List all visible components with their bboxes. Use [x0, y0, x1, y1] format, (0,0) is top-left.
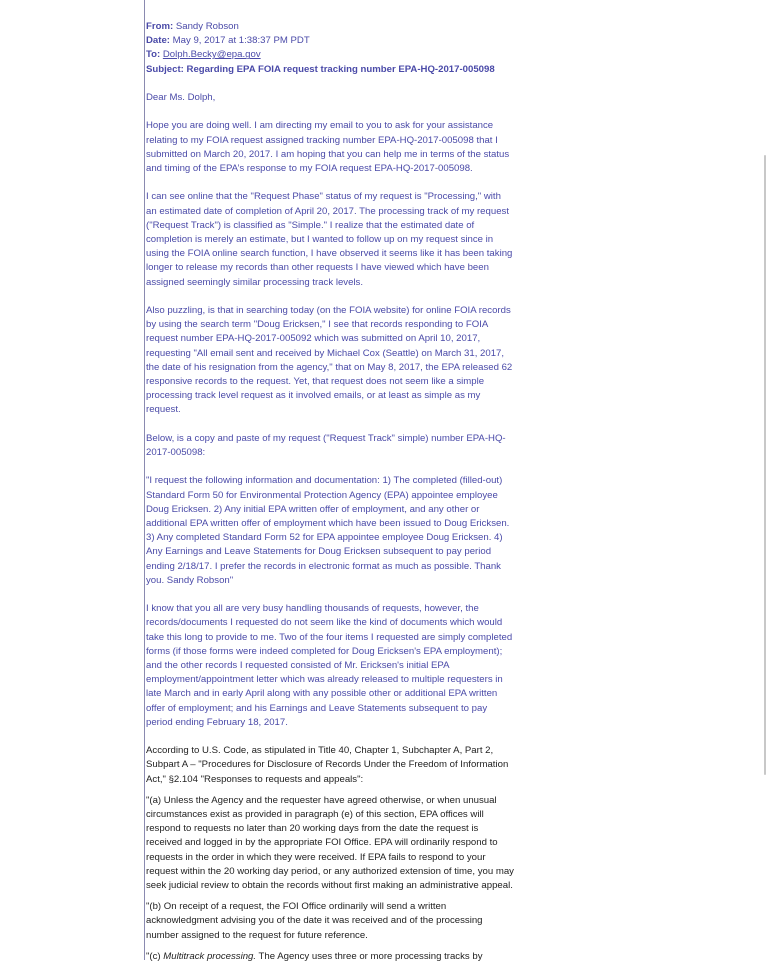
- to-email-link[interactable]: Dolph.Becky@epa.gov: [162, 49, 261, 61]
- from-line: [146, 20, 514, 34]
- paragraph-6: I know that you all are very busy handling thousands of requests, however, the records/documents I requested do not seem like the kind of documents which would take this long to provide to me. Two of the four items I requested are simply completed forms (if those forms were indeed completed for Doug Ericksen's EPA employment); and the other records I requested consisted of Mr. Ericksen's initial EPA employment/appointment letter which was already released to multiple requesters in late March and in early April along with any possible other or additional EPA written offer of employment; and his Earnings and Leave Statements subsequent to pay period ending February 18, 2017.: [146, 603, 513, 728]
- paragraph-2: I can see online that the "Request Phase" status of my request is "Processing," with an estimated date of completion of April 20, 2017. The processing track of my request ("Request Track") is classified as "Simple." I realize that the estimated date of completion is merely an estimate, but I wanted to follow up on my request since in using the FOIA online search function, I have observed it seems like it has been taking longer to release my records than other requests I have viewed which have been assigned seemingly similar processing track levels.: [146, 191, 513, 288]
- code-c-prefix: "(c): [146, 950, 164, 962]
- code-intro: According to U.S. Code, as stipulated in Title 40, Chapter 1, Subchapter A, Part 2, Subpart A – "Procedures for Disclosure of Records Under the Freedom of Information Act," §2.104 "Responses to requests and appeals":: [146, 745, 509, 785]
- paragraph-3: Also puzzling, is that in searching today (on the FOIA website) for online FOIA records by using the search term "Doug Ericksen," I see that records responding to FOIA request number EPA-HQ-2017-005092 which was submitted on April 10, 2017, requesting "All email sent and received by Michael Cox (Seattle) on March 31, 2017, the date of his resignation from the agency," that on May 8, 2017, the EPA released 62 responsive records to the request. Yet, that request does not seem like a simple processing track level request as it involved emails, or at least as simple as my request.: [146, 305, 513, 416]
- code-c-rest: The Agency uses three or more processing tracks by: [256, 950, 483, 962]
- paragraph-5-request-quote: "I request the following information and documentation: 1) The completed (filled-out) Standard Form 50 for Environmental Protection Agency (EPA) appointee employee Doug Ericksen. 2) Any initial EPA written offer of employment, and any other or additional EPA written offer of employment which have been issued to Doug Ericksen. 3) Any completed Standard Form 52 for EPA appointee employee Doug Ericksen. 4) Any Earnings and Leave Statements for Doug Ericksen subsequent to pay period ending 2/18/17. I prefer the records in electronic format as much as possible. Thank you. Sandy Robson": [146, 475, 510, 586]
- from-label: From:: [146, 21, 174, 32]
- to-label: To:: [146, 49, 161, 61]
- from-value: Sandy Robson: [175, 21, 239, 32]
- email-document: [146, 20, 514, 971]
- greeting: Dear Ms. Dolph,: [146, 92, 216, 103]
- code-paragraph-a: "(a) Unless the Agency and the requester have agreed otherwise, or when unusual circumstances exist as provided in paragraph (e) of this section, EPA offices will respond to requests no later than 20 working days from the date the request is received and logged in by the appropriate FOI Office. EPA will ordinarily respond to requests in the order in which they were received. If EPA fails to respond to your request within the 20 working day period, or any authorized extension of time, you may seek judicial review to obtain the records without first making an administrative appeal.: [146, 794, 514, 892]
- code-paragraph-b: "(b) On receipt of a request, the FOI Office ordinarily will send a written acknowledgment advising you of the date it was received and of the processing number assigned to the request for future reference.: [146, 901, 483, 941]
- date-line: [146, 34, 514, 48]
- date-label: Date:: [146, 35, 170, 47]
- scrollbar[interactable]: [764, 155, 766, 775]
- paragraph-4: Below, is a copy and paste of my request ("Request Track" simple) number EPA-HQ-2017-005098:: [146, 432, 506, 459]
- code-paragraph-c: [146, 950, 514, 964]
- to-line: [146, 48, 514, 62]
- subject-label: Subject:: [146, 63, 184, 75]
- date-value: May 9, 2017 at 1:38:37 PM PDT: [172, 35, 310, 47]
- quote-bar: [144, 0, 145, 960]
- subject-line: [146, 63, 514, 77]
- paragraph-1: Hope you are doing well. I am directing my email to you to ask for your assistance relating to my FOIA request assigned tracking number EPA-HQ-2017-005098 that I submitted on March 20, 2017. I am hoping that you can help me in terms of the status and timing of the EPA’s response to my FOIA request EPA-HQ-2017-005098.: [146, 120, 510, 174]
- code-c-italic: Multitrack processing.: [163, 950, 257, 962]
- quoted-code-section: [146, 744, 514, 964]
- subject-value: Regarding EPA FOIA request tracking number EPA-HQ-2017-005098: [186, 63, 495, 75]
